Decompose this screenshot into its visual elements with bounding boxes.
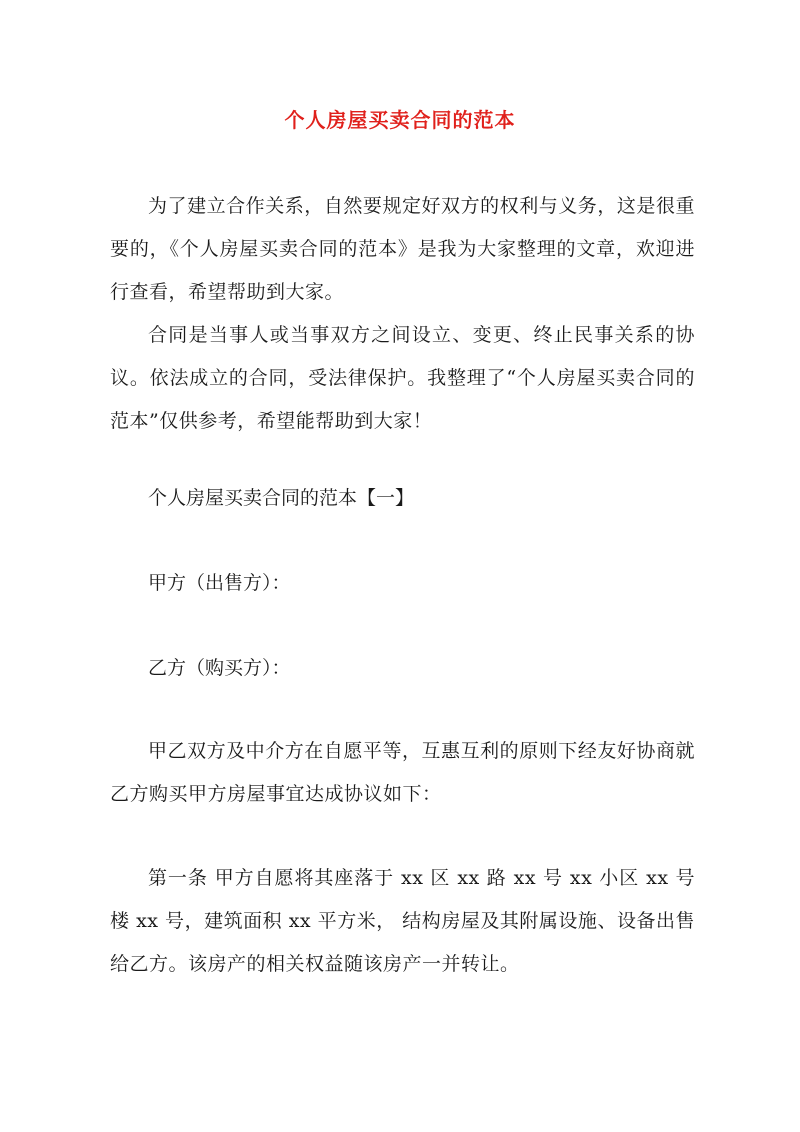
agreement-intro-paragraph: 甲乙双方及中介方在自愿平等，互惠互利的原则下经友好协商就乙方购买甲方房屋事宜达成协议如下： [110, 740, 695, 805]
party-a-label: 甲方（出售方）： [148, 572, 291, 594]
article-1-paragraph: 第一条 甲方自愿将其座落于 xx 区 xx 路 xx 号 xx 小区 xx 号楼 xx 号，建筑面积 xx 平方米， 结构房屋及其附属设施、设备出售给乙方。该房产的相关权益随该房产一并转让。 [110, 867, 695, 975]
intro-paragraph-1: 为了建立合作关系，自然要规定好双方的权利与义务，这是很重要的，《个人房屋买卖合同的范本》是我为大家整理的文章，欢迎进行查看，希望帮助到大家。 [110, 195, 695, 303]
document-title: 个人房屋买卖合同的范本 [284, 108, 516, 132]
section-heading: 个人房屋买卖合同的范本【一】 [148, 487, 415, 509]
intro-paragraph-2: 合同是当事人或当事双方之间设立、变更、终止民事关系的协议。依法成立的合同，受法律保护。我整理了“个人房屋买卖合同的范本”仅供参考，希望能帮助到大家！ [110, 324, 695, 432]
party-b-label: 乙方（购买方）： [148, 657, 291, 679]
